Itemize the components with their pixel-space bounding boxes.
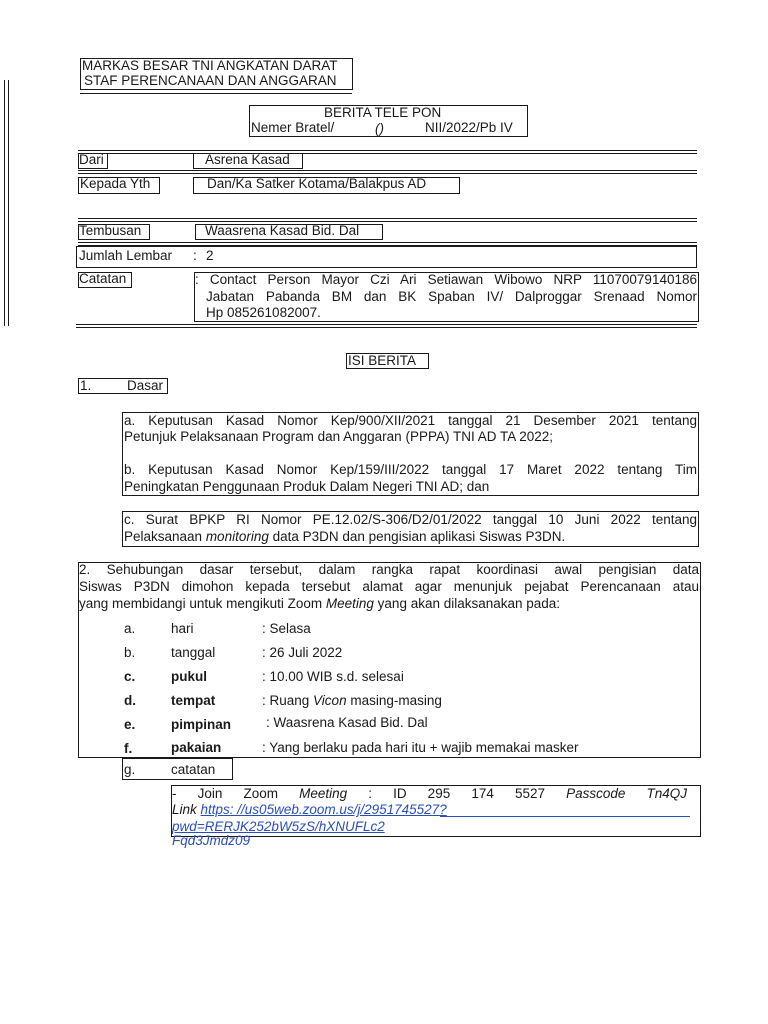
item-g-letter: g.: [124, 762, 136, 777]
isi-heading: ISI BERITA: [348, 353, 417, 368]
zoom-link-continued[interactable]: pwd=RERJK252bW5zS/hXNUFLc2: [172, 819, 385, 834]
item-f-value: : Yang berlaku pada hari itu + wajib memakai masker: [262, 740, 579, 755]
dasar-a-line2: Petunjuk Pelaksanaan Program dan Anggaran (PPPA) TNI AD TA 2022;: [124, 429, 554, 444]
dari-label: Dari: [79, 152, 104, 167]
item-b-letter: b.: [124, 645, 136, 660]
catatan-line3: Hp 085261082007.: [206, 305, 321, 320]
catatan-rule: [76, 324, 697, 328]
top-rule: [78, 150, 697, 154]
tembusan-label: Tembusan: [79, 223, 142, 238]
paragraph-2-line1: 2. Sehubungan dasar tersebut, dalam rangka rapat koordinasi awal pengisian data: [79, 562, 699, 577]
zoom-meeting-line: - Join Zoom Meeting : ID 295 174 5527 Passcode Tn4QJ: [172, 786, 687, 801]
item-c-value: : 10.00 WIB s.d. selesai: [262, 669, 404, 684]
zoom-link-end[interactable]: Fqd3Jmdz09: [172, 833, 251, 848]
item-d-letter: d.: [124, 693, 136, 708]
item-a-label: hari: [171, 621, 194, 636]
dasar-c-line1: c. Surat BPKP RI Nomor PE.12.02/S-306/D2/01/2022 tanggal 10 Juni 2022 tentang: [124, 512, 697, 527]
item-e-value: : Waasrena Kasad Bid. Dal: [266, 715, 428, 730]
kepada-label: Kepada Yth: [80, 176, 151, 191]
item-e-label: pimpinan: [171, 717, 231, 732]
item-d-label: tempat: [171, 693, 216, 708]
tembusan-value: Waasrena Kasad Bid. Dal: [205, 223, 360, 238]
zoom-link[interactable]: https: //us05web.zoom.us/j/2951745527?: [200, 802, 447, 817]
item-a-value: : Selasa: [262, 621, 311, 636]
item-c-letter: c.: [124, 669, 136, 684]
item-f-label: pakaian: [171, 740, 222, 755]
zoom-link-line: [172, 803, 447, 818]
tembusan-top-rule: [78, 218, 697, 222]
document-number-suffix: NII/2022/Pb IV: [425, 120, 513, 135]
catatan-label: Catatan: [79, 271, 127, 286]
document-title: BERITA TELE PON: [324, 105, 442, 120]
dasar-number: 1.: [80, 378, 92, 393]
item-g-label: catatan: [171, 762, 216, 777]
zoom-link-underline: [440, 816, 690, 817]
dari-value: Asrena Kasad: [205, 152, 290, 167]
dasar-b-line1: b. Keputusan Kasad Nomor Kep/159/III/2022 tanggal 17 Maret 2022 tentang Tim: [124, 462, 697, 477]
letterhead-underline: [80, 93, 352, 94]
dari-rule: [78, 170, 697, 174]
dasar-b-line2: Peningkatan Penggunaan Produk Dalam Negeri TNI AD; dan: [124, 479, 490, 494]
item-b-value: : 26 Juli 2022: [262, 645, 343, 660]
jumlah-label: Jumlah Lembar: [79, 248, 173, 263]
zoom-link-label: Link: [172, 802, 197, 817]
item-b-label: tanggal: [171, 645, 216, 660]
kepada-value: Dan/Ka Satker Kotama/Balakpus AD: [207, 176, 427, 191]
document-number-mark: (): [375, 121, 384, 136]
item-a-letter: a.: [124, 621, 136, 636]
item-c-label: pukul: [171, 669, 207, 684]
item-d-value: : Ruang Vicon masing-masing: [262, 693, 442, 708]
document-number-label: Nemer Bratel/: [251, 120, 335, 135]
margin-bar: [4, 80, 9, 326]
paragraph-2-line2: Siswas P3DN dimohon kepada tersebut alamat agar menunjuk pejabat Perencanaan atau: [79, 579, 699, 594]
letterhead-line2: STAF PERENCANAAN DAN ANGGARAN: [84, 73, 337, 88]
catatan-line2: Jabatan Pabanda BM dan BK Spaban IV/ Dalproggar Srenaad Nomor: [206, 289, 697, 304]
item-e-letter: e.: [124, 717, 136, 732]
jumlah-sep: :: [193, 248, 197, 263]
paragraph-2-line3: yang membidangi untuk mengikuti Zoom Meeting yang akan dilaksanakan pada:: [79, 596, 561, 611]
dasar-c-line2: Pelaksanaan monitoring data P3DN dan pengisian aplikasi Siswas P3DN.: [124, 529, 566, 544]
catatan-line1: : Contact Person Mayor Czi Ari Setiawan Wibowo NRP 11070079140186: [195, 272, 697, 287]
jumlah-value: 2: [206, 248, 214, 263]
dasar-label: Dasar: [127, 378, 164, 393]
dasar-a-line1: a. Keputusan Kasad Nomor Kep/900/XII/2021 tanggal 21 Desember 2021 tentang: [124, 413, 697, 428]
item-f-letter: f.: [124, 741, 133, 756]
letterhead-line1: MARKAS BESAR TNI ANGKATAN DARAT: [82, 58, 338, 73]
